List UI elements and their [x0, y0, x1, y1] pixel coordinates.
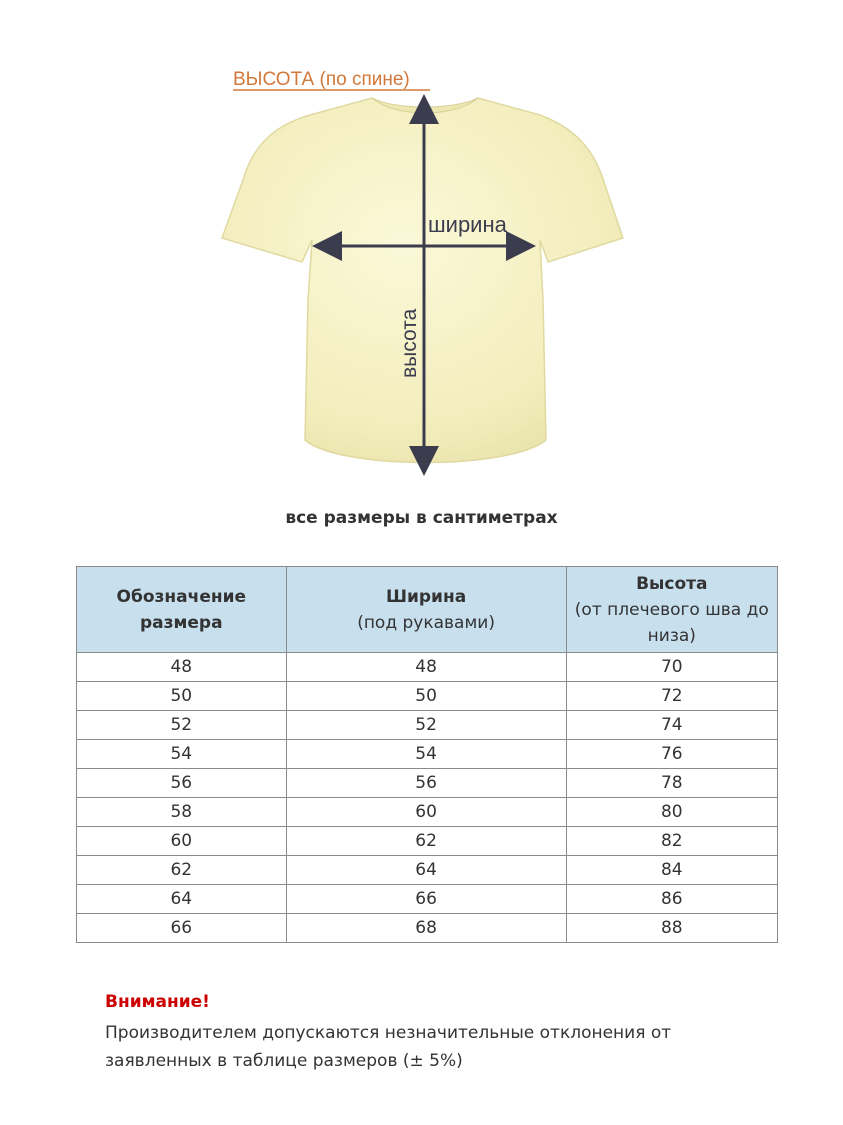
header-width-label: Ширина [385, 586, 467, 607]
size-table [76, 566, 778, 943]
cell-size: 62 [77, 856, 287, 885]
header-size [77, 567, 287, 653]
cell-height: 76 [566, 740, 777, 769]
table-row [77, 653, 778, 682]
cell-height: 78 [566, 769, 777, 798]
cell-height: 80 [566, 798, 777, 827]
table-row [77, 711, 778, 740]
height-label: высота [398, 308, 421, 378]
cell-height: 72 [566, 682, 777, 711]
header-height [566, 567, 777, 653]
cell-width: 50 [286, 682, 566, 711]
table-row [77, 740, 778, 769]
table-header-row [77, 567, 778, 653]
cell-size: 54 [77, 740, 287, 769]
cell-size: 58 [77, 798, 287, 827]
table-row [77, 914, 778, 943]
cell-size: 64 [77, 885, 287, 914]
cell-width: 62 [286, 827, 566, 856]
tshirt-diagram [0, 0, 843, 490]
cell-height: 88 [566, 914, 777, 943]
cell-width: 56 [286, 769, 566, 798]
header-size-label: Обозначение размера [116, 586, 247, 633]
table-row [77, 885, 778, 914]
header-width-sub: (под рукавами) [357, 612, 495, 633]
table-row [77, 682, 778, 711]
warning-title: Внимание! [105, 992, 210, 1012]
cell-height: 82 [566, 827, 777, 856]
header-width [286, 567, 566, 653]
header-height-sub: (от плечевого шва до низа) [574, 599, 769, 646]
table-row [77, 798, 778, 827]
cell-width: 54 [286, 740, 566, 769]
warning-text: Производителем допускаются незначительные отклонения от заявленных в таблице размеров (± 5%) [105, 1023, 672, 1071]
cell-height: 86 [566, 885, 777, 914]
cell-size: 52 [77, 711, 287, 740]
cell-width: 48 [286, 653, 566, 682]
cell-size: 56 [77, 769, 287, 798]
cell-height: 70 [566, 653, 777, 682]
units-caption: все размеры в сантиметрах [285, 508, 558, 528]
cell-width: 66 [286, 885, 566, 914]
cell-size: 66 [77, 914, 287, 943]
header-height-label: Высота [636, 573, 708, 594]
cell-width: 64 [286, 856, 566, 885]
cell-width: 52 [286, 711, 566, 740]
width-label: ширина [428, 212, 507, 237]
cell-height: 74 [566, 711, 777, 740]
cell-height: 84 [566, 856, 777, 885]
table-row [77, 827, 778, 856]
cell-size: 50 [77, 682, 287, 711]
cell-width: 68 [286, 914, 566, 943]
back-height-label: ВЫСОТА (по спине) [233, 69, 410, 90]
table-row [77, 856, 778, 885]
cell-size: 60 [77, 827, 287, 856]
cell-size: 48 [77, 653, 287, 682]
table-row [77, 769, 778, 798]
cell-width: 60 [286, 798, 566, 827]
